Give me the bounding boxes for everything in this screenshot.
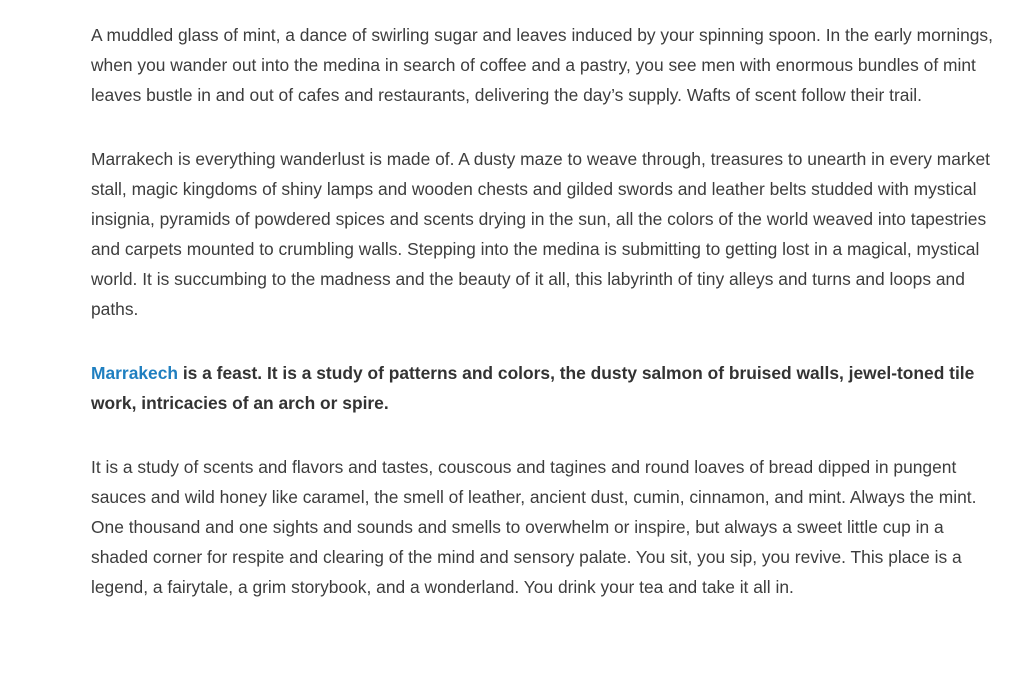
- paragraph-scents: It is a study of scents and flavors and tastes, couscous and tagines and round loaves of bread dipped in pungent sauces and wild honey like caramel, the smell of leather, ancient dust, cumin, cinnamon, and mint. Always the mint. One thousand and one sights and sounds and smells to overwhelm or inspire, but always a sweet little cup in a shaded corner for respite and clearing of the mind and sensory palate. You sit, you sip, you revive. This place is a legend, a fairytale, a grim storybook, and a wonderland. You drink your tea and take it all in.: [91, 457, 977, 597]
- paragraph-mint: A muddled glass of mint, a dance of swirling sugar and leaves induced by your spinning spoon. In the early mornings, when you wander out into the medina in search of coffee and a pastry, you see men with enormous bundles of mint leaves bustle in and out of cafes and restaurants, delivering the day’s supply. Wafts of scent follow their trail.: [91, 25, 993, 105]
- article-body: [91, 20, 999, 636]
- marrakech-link[interactable]: Marrakech: [91, 363, 179, 383]
- paragraph-feast: [91, 358, 999, 418]
- paragraph-wanderlust: Marrakech is everything wanderlust is made of. A dusty maze to weave through, treasures to unearth in every market stall, magic kingdoms of shiny lamps and wooden chests and gilded swords and leather belts studded with mystical insignia, pyramids of powdered spices and scents drying in the sun, all the colors of the world weaved into tapestries and carpets mounted to crumbling walls. Stepping into the medina is submitting to getting lost in a magical, mystical world. It is succumbing to the madness and the beauty of it all, this labyrinth of tiny alleys and turns and loops and paths.: [91, 149, 990, 319]
- feast-text: is a feast. It is a study of patterns and colors, the dusty salmon of bruised walls, jewel-toned tile work, intricacies of an arch or spire.: [91, 363, 975, 413]
